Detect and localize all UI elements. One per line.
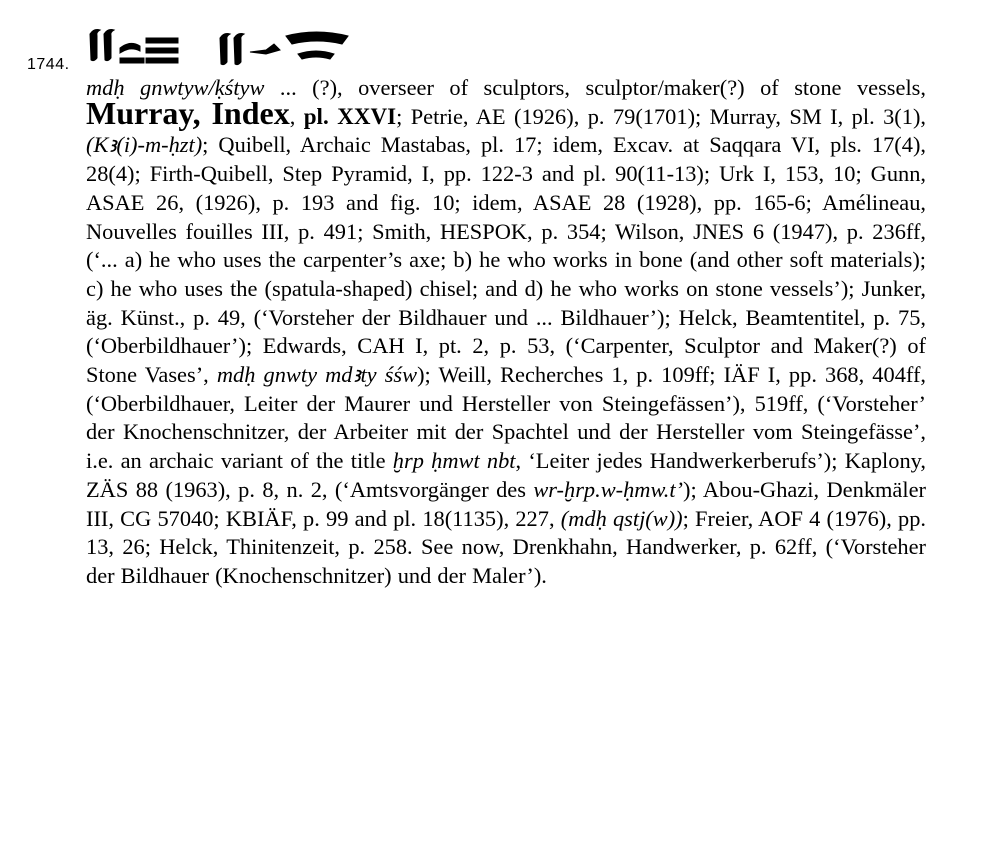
body-text-segment: ); Weill, Recherches 1, p. 109ff; IÄF I, pp. 368, 404ff, (‘Oberbildhauer, Leiter der Maurer und Hersteller von Steingefässen’), 519ff, (‘Vorsteher’ der Knochenschnitzer, der Arbeiter mit der Spachtel und der Hersteller vom Steingefässe’, i.e. an archaic variant of the title — [86, 362, 926, 474]
body-text-segment: ... (?), overseer of sculptors, sculptor/maker(?) of stone vessels, — [264, 75, 926, 100]
body-text-segment: ; Quibell, Archaic Mastabas, pl. 17; idem, Excav. at Saqqara VI, pls. 17(4), 28(4); Firth-Quibell, Step Pyramid, I, pp. 122-3 and pl. 90(11-13); Urk I, 153, 10; Gunn, ASAE 26, (1926), p. 193 and fig. 10; idem, ASAE 28 (1928), pp. 165-6; Amélineau, Nouvelles fouilles III, p. 491; Smith, HESPOK, p. 354; Wilson, JNES 6 (1947), p. 236ff, (‘... a) he who uses the carpenter’s axe; b) he who works in bone (and other soft materials); c) he who uses the (spatula-shaped) chisel; and d) he who works on stone vessels’); Junker, äg. Künst., p. 49, (‘Vorsteher der Bildhauer und ... Bildhauer’); Helck, Beamtentitel, p. 75, (‘Oberbildhauer’); Edwards, CAH I, pt. 2, p. 53, (‘Carpenter, Sculptor and Maker(?) of Stone Vases’, — [86, 132, 926, 388]
italic-term: mdḥ gnwtyw/ḳśtyw — [86, 75, 265, 100]
body-text-segment: ); Abou-Ghazi, Denkmäler III, CG 57040; KBIÄF, p. 99 and pl. 18(1135), 227, — [86, 476, 926, 531]
entry-number: 1744. — [27, 56, 70, 73]
body-text-segment: ; Petrie, AE (1926), p. 79(1701); Murray, SM I, pl. 3(1), — [396, 103, 927, 129]
italic-term: mdḥ gnwty mdꜣty śśw — [216, 362, 418, 388]
body-text-segment: , ‘Leiter jedes Handwerkerberufs’); Kaplony, ZÄS 88 (1963), p. 8, n. 2, (‘Amtsvorgänger des — [86, 448, 926, 502]
italic-term: wr-ḫrp.w-ḥmw.t’ — [533, 476, 684, 502]
body-text-segment: ; Freier, AOF 4 (1976), pp. 13, 26; Helck, Thinitenzeit, p. 258. See now, Drenkhahn, Handwerker, p. 62ff, (‘Vorsteher der Bildhauer (Knochenschnitzer) und der Maler’). — [86, 505, 927, 588]
entry-body — [86, 74, 926, 591]
italic-term: (Kꜣ(i)-m-ḥzt) — [86, 132, 203, 158]
italic-term: ḫrp ḥmwt nbt — [392, 448, 516, 474]
plate-reference: pl. XXVI — [303, 103, 397, 129]
hieroglyph-title-icon — [86, 16, 356, 76]
primary-reference: Murray, Index — [86, 94, 290, 131]
italic-term: (mdḥ qstj(w)) — [560, 505, 683, 531]
body-text-segment: , — [289, 103, 304, 129]
